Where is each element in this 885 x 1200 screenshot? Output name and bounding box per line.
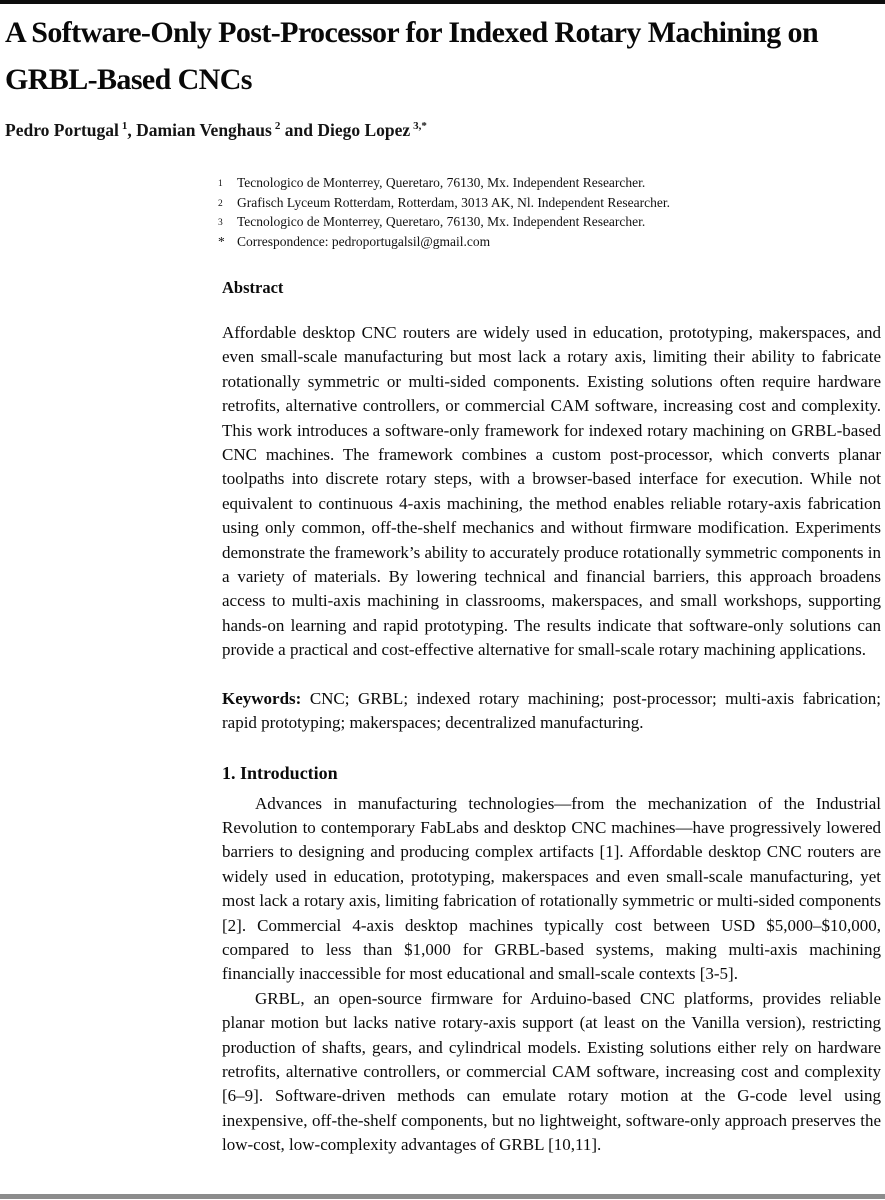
top-rule (0, 0, 885, 4)
correspondence-line (218, 233, 881, 252)
affiliation-1 (218, 174, 881, 194)
affiliation-3 (218, 213, 881, 233)
affiliation-text-3: Tecnologico de Monterrey, Queretaro, 76130, Mx. Independent Researcher. (237, 214, 646, 229)
intro-paragraph-1: Advances in manufacturing technologies—from the mechanization of the Industrial Revolution to contemporary FabLabs and desktop CNC machines—have progressively lowered barriers to designing and producing complex artifacts [1]. Affordable desktop CNC routers are widely used in education, prototyping, makerspaces and even small-scale manufacturing, yet most lack a rotary axis, limiting fabrication of rotationally symmetric or multi-sided components [2]. Commercial 4-axis desktop machines typically cost between USD $5,000–$10,000, compared to less than $1,000 for GRBL-based systems, making multi-axis machining financially inaccessible for most educational and small-scale contexts [3-5]. (222, 793, 881, 984)
author-separator-2: and (280, 120, 318, 140)
affiliation-marker-2: 2 (218, 198, 223, 209)
author-marker-3: 3,* (413, 120, 427, 133)
main-column (222, 278, 881, 1158)
keywords-label: Keywords: (222, 688, 302, 708)
paper-title: A Software-Only Post-Processor for Indexed Rotary Machining on GRBL-Based CNCs (5, 16, 819, 96)
intro-paragraph-2: GRBL, an open-source firmware for Arduino-based CNC platforms, provides reliable planar motion but lacks native rotary-axis support (at least on the Vanilla version), restricting production of shafts, gears, and cylindrical models. Existing solutions either rely on hardware retrofits, alternative controllers, or commercial CAM software, increasing cost and complexity [6–9]. Software-driven methods can emulate rotary motion at the G-code level using inexpensive, off-the-shelf components, but no lightweight, software-only approach preserves the low-cost, low-complexity advantages of GRBL [10,11]. (222, 988, 881, 1155)
abstract-text: Affordable desktop CNC routers are widely used in education, prototyping, makerspaces, and even small-scale manufacturing but most lack a rotary axis, limiting their ability to fabricate rotationally symmetric or multi-sided components. Existing solutions often require hardware retrofits, alternative controllers, or commercial CAM software, increasing cost and complexity. This work introduces a software-only framework for indexed rotary machining on GRBL-based CNC machines. The framework combines a custom post-processor, which converts planar toolpaths into discrete rotary steps, with a browser-based interface for execution. While not equivalent to continuous 4-axis machining, the method enables reliable rotary-axis fabrication using only common, off-the-shelf mechanics and without firmware modification. Experiments demonstrate the framework’s ability to accurately produce rotationally symmetric components in a variety of materials. By lowering technical and financial barriers, this approach broadens access to multi-axis machining in classrooms, makerspaces, and small workshops, supporting hands-on learning and rapid prototyping. The results indicate that software-only solutions can provide a practical and cost-effective alternative for small-scale rotary machining applications. (222, 323, 882, 660)
author-name-3: Diego Lopez (317, 120, 411, 140)
bottom-rule (0, 1194, 885, 1199)
paper-header (0, 0, 885, 141)
author-name-1: Pedro Portugal (5, 120, 119, 140)
author-line (5, 120, 879, 141)
affiliation-text-1: Tecnologico de Monterrey, Queretaro, 76130, Mx. Independent Researcher. (237, 175, 646, 190)
affiliation-marker-1: 1 (218, 179, 223, 189)
affiliation-text-2: Grafisch Lyceum Rotterdam, Rotterdam, 3013 AK, Nl. Independent Researcher. (237, 194, 671, 210)
keywords-text: CNC; GRBL; indexed rotary machining; post-processor; multi-axis fabrication; rapid prototyping; makerspaces; decentralized manufacturing. (222, 688, 881, 733)
author-marker-2: 2 (274, 120, 281, 133)
author-marker-1: 1 (121, 120, 128, 133)
author-separator-1: , (127, 120, 137, 140)
correspondence-marker: * (218, 233, 225, 249)
section-heading-introduction: 1. Introduction (222, 762, 338, 783)
author-name-2: Damian Venghaus (136, 120, 272, 140)
affiliation-marker-3: 3 (218, 218, 223, 228)
correspondence-text: Correspondence: pedroportugalsil@gmail.com (237, 233, 491, 249)
affiliations-block (218, 174, 881, 251)
keywords-line (222, 687, 881, 736)
abstract-heading: Abstract (222, 278, 284, 297)
affiliation-2 (218, 194, 881, 214)
